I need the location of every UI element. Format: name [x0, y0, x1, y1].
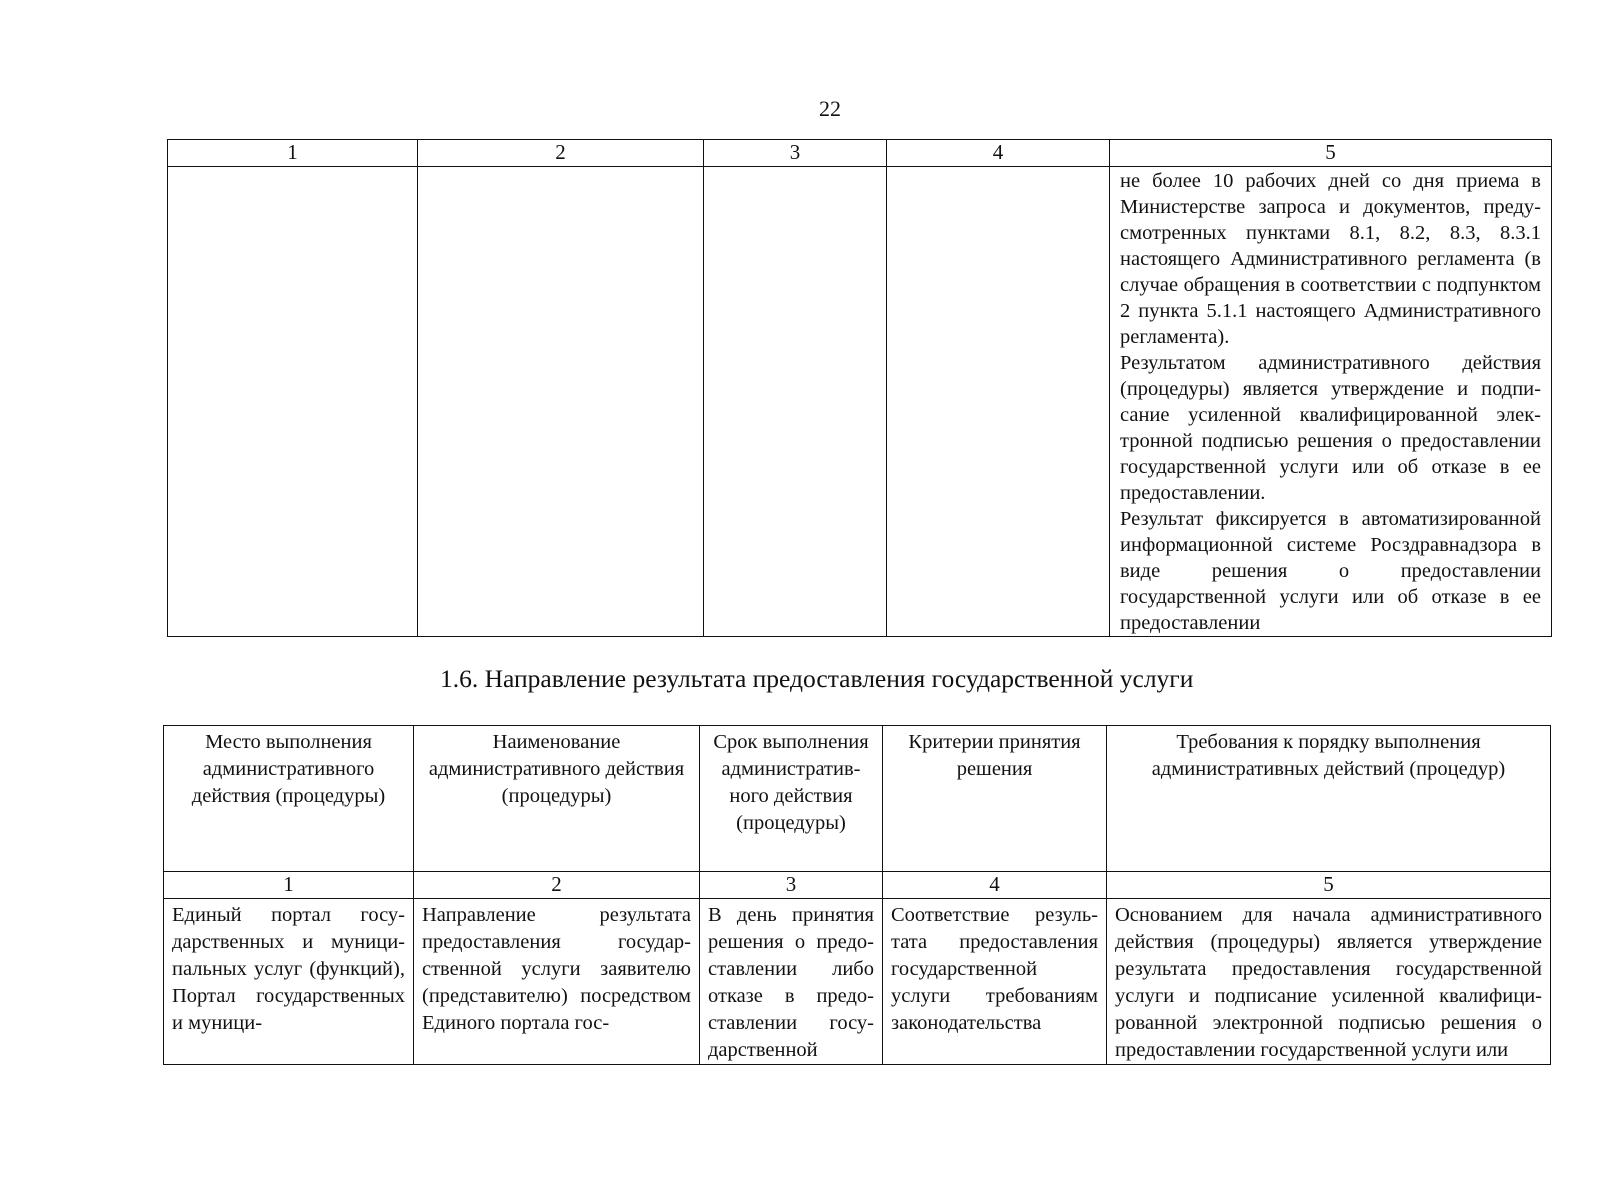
continuation-table: [167, 139, 1552, 637]
column-number: 4: [883, 872, 1107, 899]
column-number: 5: [1107, 872, 1551, 899]
column-number: 2: [418, 140, 704, 167]
table-row: [168, 167, 1552, 637]
page-number: 22: [819, 96, 841, 121]
requirements-cell: [1110, 167, 1552, 637]
header-name: Наименование административного действия (процедуры): [414, 726, 700, 872]
cell-name: Направление результата предоставления государственной услуги заявителю (представителю) посредством Единого портала гос-: [414, 899, 700, 1065]
column-number: 3: [700, 872, 883, 899]
paragraph-deadline: не более 10 рабочих дней со дня приема в Министерстве запроса и документов, предусмотренных пунктами 8.1, 8.2, 8.3, 8.3.1 настоящего Административного регламента (в случае обращения в соответствии с подпунктом 2 пункта 5.1.1 настоящего Административного регламента).: [1120, 170, 1541, 348]
header-requirements: Требования к порядку выполнения административных действий (процедур): [1107, 726, 1551, 872]
paragraph-registration: Результат фиксируется в автоматизированной информационной системе Росздравнадзора в виде решения о предоставлении государственной услуги или об отказе в ее предоставлении: [1120, 508, 1541, 634]
cell-place: Единый портал государственных и муниципальных услуг (функций), Портал государственных и муници-: [164, 899, 414, 1065]
cell-deadline: В день принятия решения о предоставлении либо отказе в предоставлении государственной: [700, 899, 883, 1065]
column-number: 3: [704, 140, 887, 167]
empty-cell: [168, 167, 418, 637]
table-row: [164, 899, 1551, 1065]
empty-cell: [887, 167, 1110, 637]
column-number: 1: [164, 872, 414, 899]
header-place: Место выполнения административного действия (процедуры): [164, 726, 414, 872]
header-deadline: Срок выполнения административного действия (процедуры): [700, 726, 883, 872]
column-number: 1: [168, 140, 418, 167]
column-number-row: [164, 872, 1551, 899]
cell-criteria: Соответствие результата предоставления государственной услуги требованиям законодательства: [883, 899, 1107, 1065]
section-title: 1.6. Направление результата предоставления государственной услуги: [440, 664, 1194, 693]
procedure-table: [163, 725, 1551, 1065]
header-row: [164, 726, 1551, 872]
cell-requirements: Основанием для начала административного действия (процедуры) является утверждение результата предоставления государственной услуги и подписание усиленной квалифицированной электронной подписью решения о предоставлении государственной услуги или: [1107, 899, 1551, 1065]
paragraph-result: Результатом административного действия (процедуры) является утверждение и подписание усиленной квалифицированной электронной подписью решения о предоставлении государственной услуги или об отказе в ее предоставлении.: [1120, 352, 1541, 504]
empty-cell: [704, 167, 887, 637]
column-number-row: [168, 140, 1552, 167]
empty-cell: [418, 167, 704, 637]
column-number: 5: [1110, 140, 1552, 167]
header-criteria: Критерии принятия решения: [883, 726, 1107, 872]
column-number: 2: [414, 872, 700, 899]
column-number: 4: [887, 140, 1110, 167]
